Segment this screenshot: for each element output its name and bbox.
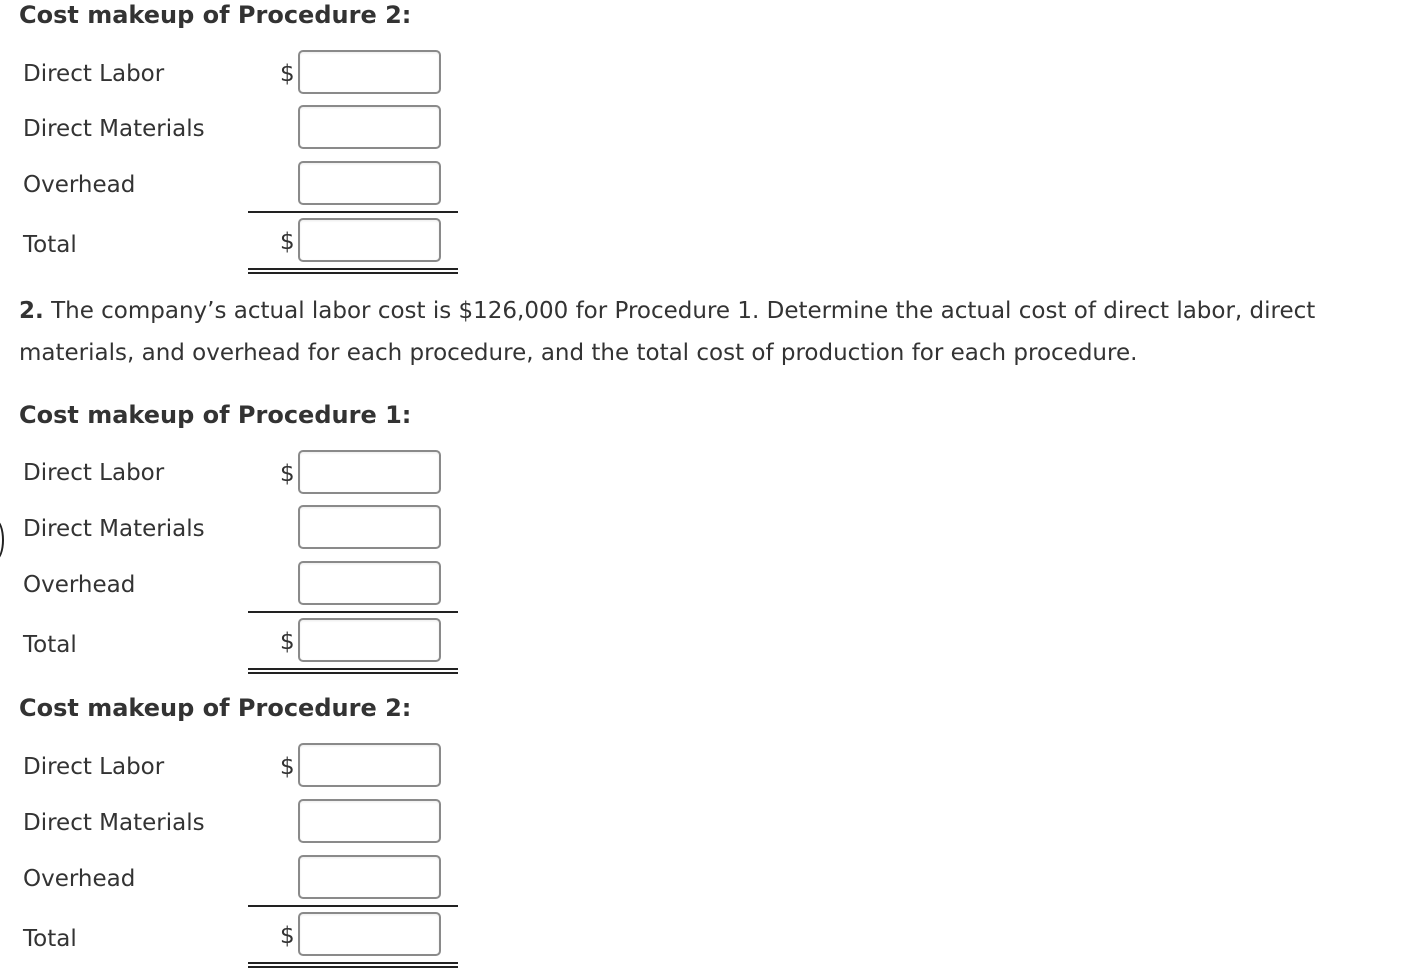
section-b-overhead-input[interactable] (298, 561, 441, 605)
section-b-direct-labor-currency: $ (280, 461, 295, 487)
question-body: The company’s actual labor cost is $126,000 for Procedure 1. Determine the actual cost of direct labor, direct materials, and overhead for each procedure, and the total cost of production for each procedure. (19, 298, 1316, 366)
section-b-overhead-label: Overhead (23, 572, 136, 598)
section-a-heading: Cost makeup of Procedure 2: (19, 1, 412, 29)
section-a-overhead-input[interactable] (298, 161, 441, 205)
section-b-total-currency: $ (280, 629, 295, 655)
section-c-direct-labor-label: Direct Labor (23, 754, 165, 780)
section-a-total-label: Total (23, 232, 77, 258)
section-b-total-label: Total (23, 632, 77, 658)
section-c-total-double-rule (248, 962, 458, 968)
section-a-direct-materials-input[interactable] (298, 105, 441, 149)
question-2-text (19, 290, 1399, 374)
section-b-total-input[interactable] (298, 618, 441, 662)
section-c-total-label: Total (23, 926, 77, 952)
section-b-direct-materials-label: Direct Materials (23, 516, 205, 542)
section-a-subtotal-rule (248, 211, 458, 213)
left-edge-bracket-mark (0, 520, 4, 560)
section-b-total-double-rule (248, 668, 458, 674)
section-b-heading: Cost makeup of Procedure 1: (19, 401, 412, 429)
section-c-total-currency: $ (280, 923, 295, 949)
section-a-overhead-label: Overhead (23, 172, 136, 198)
section-b-subtotal-rule (248, 611, 458, 613)
section-c-overhead-label: Overhead (23, 866, 136, 892)
section-b-direct-materials-input[interactable] (298, 505, 441, 549)
section-c-direct-labor-currency: $ (280, 754, 295, 780)
section-b-direct-labor-label: Direct Labor (23, 460, 165, 486)
section-c-total-input[interactable] (298, 912, 441, 956)
section-c-direct-materials-label: Direct Materials (23, 810, 205, 836)
section-a-total-currency: $ (280, 229, 295, 255)
section-c-heading: Cost makeup of Procedure 2: (19, 694, 412, 722)
section-a-total-input[interactable] (298, 218, 441, 262)
section-c-direct-labor-input[interactable] (298, 743, 441, 787)
section-c-overhead-input[interactable] (298, 855, 441, 899)
question-number: 2. (19, 298, 44, 324)
section-b-direct-labor-input[interactable] (298, 450, 441, 494)
section-a-direct-labor-label: Direct Labor (23, 61, 165, 87)
section-c-direct-materials-input[interactable] (298, 799, 441, 843)
section-a-direct-labor-currency: $ (280, 61, 295, 87)
section-a-total-double-rule (248, 268, 458, 274)
section-c-subtotal-rule (248, 905, 458, 907)
section-a-direct-materials-label: Direct Materials (23, 116, 205, 142)
section-a-direct-labor-input[interactable] (298, 50, 441, 94)
